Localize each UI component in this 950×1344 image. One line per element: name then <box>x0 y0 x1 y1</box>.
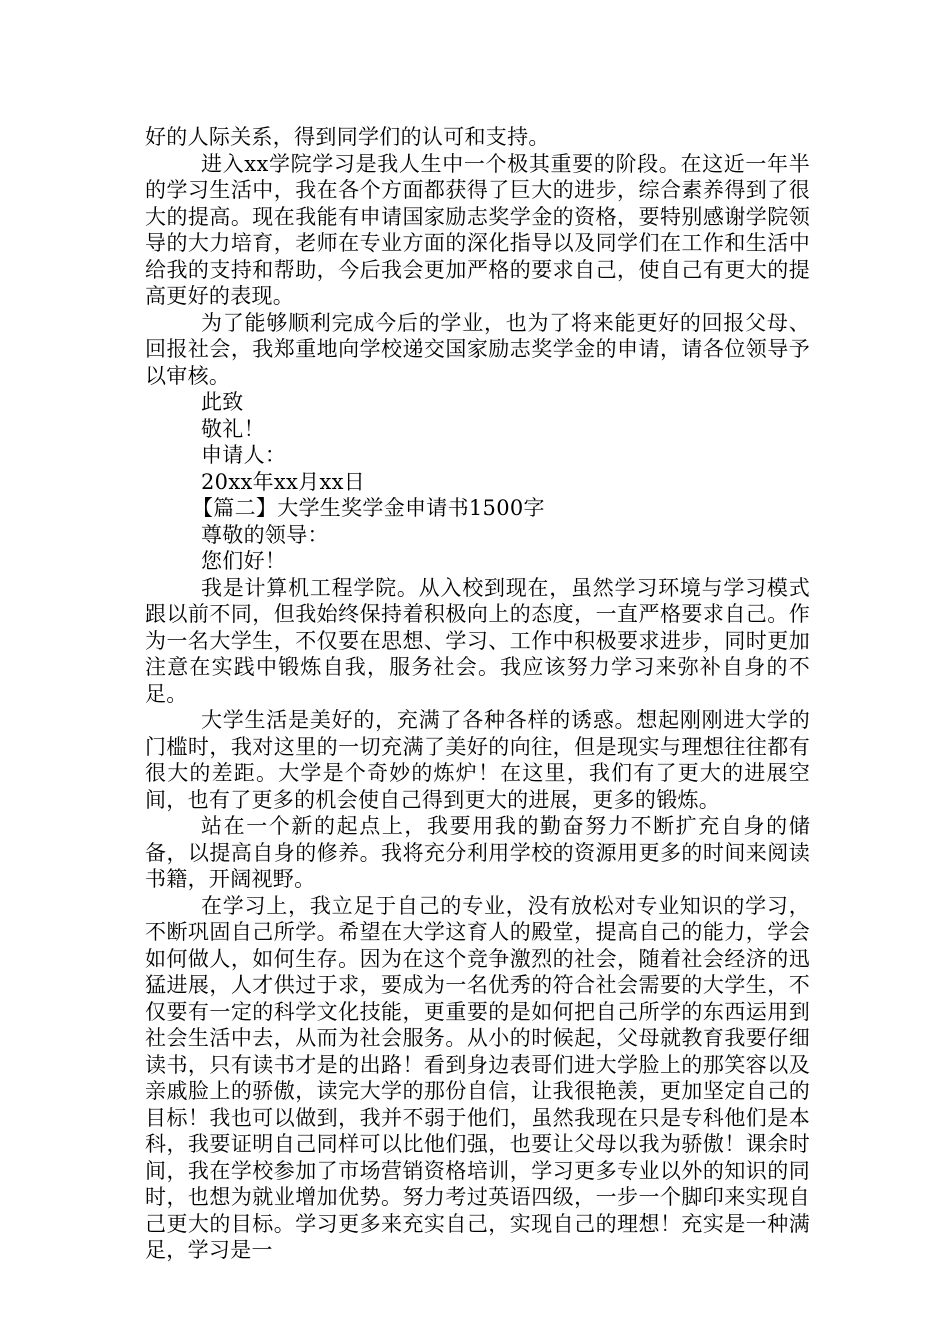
paragraph-self-intro: 我是计算机工程学院。从入校到现在，虽然学习环境与学习模式跟以前不同，但我始终保持着积极向上的态度，一直严格要求自己。作为一名大学生，不仅要在思想、学习、工作中积极要求进步，同时更加注意在实践中锻炼自我，服务社会。我应该努力学习来弥补自身的不足。 <box>145 575 810 706</box>
greeting-hello: 您们好！ <box>201 549 287 573</box>
greeting-addressee: 尊敬的领导： <box>201 522 329 547</box>
paragraph-continuation: 好的人际关系，得到同学们的认可和支持。 <box>145 125 550 149</box>
closing-respect: 敬礼！ <box>201 416 265 441</box>
applicant-label: 申请人： <box>201 443 287 467</box>
paragraph-new-start: 站在一个新的起点上，我要用我的勤奋努力不断扩充自身的储备，以提高自身的修养。我将充分利用学校的资源用更多的时间来阅读书籍，开阔视野。 <box>145 814 810 891</box>
date-line: 20xx年xx月xx日 <box>201 469 366 494</box>
paragraph-college-life: 大学生活是美好的，充满了各种各样的诱惑。想起刚刚进大学的门槛时，我对这里的一切充满了美好的向往，但是现实与理想往往都有很大的差距。大学是个奇妙的炼炉！在这里，我们有了更大的进展空间，也有了更多的机会使自己得到更大的进展，更多的锻炼。 <box>145 708 810 812</box>
section-heading: 【篇二】大学生奖学金申请书1500字 <box>192 496 545 520</box>
closing-salutation: 此致 <box>201 390 244 414</box>
document-body <box>145 124 810 1264</box>
paragraph-study: 在学习上，我立足于自己的专业，没有放松对专业知识的学习，不断巩固自己所学。希望在大学这育人的殿堂，提高自己的能力，学会如何做人，如何生存。因为在这个竞争激烈的社会，随着社会经济的迅猛进展，人才供过于求，要成为一名优秀的符合社会需要的大学生，不仅要有一定的科学文化技能，更重要的是如何把自己所学的东西运用到社会生活中去，从而为社会服务。从小的时候起，父母就教育我要仔细读书，只有读书才是的出路！看到身边表哥们进大学脸上的那笑容以及亲戚脸上的骄傲，读完大学的那份自信，让我很艳羡，更加坚定自己的目标！我也可以做到，我并不弱于他们，虽然我现在只是专科他们是本科，我要证明自己同样可以比他们强，也要让父母以我为骄傲！课余时间，我在学校参加了市场营销资格培训，学习更多专业以外的知识的同时，也想为就业增加优势。努力考过英语四级，一步一个脚印来实现自己更大的目标。学习更多来充实自己，实现自己的理想！充实是一种满足，学习是一 <box>145 893 810 1262</box>
paragraph-study-progress: 进入xx学院学习是我人生中一个极其重要的阶段。在这近一年半的学习生活中，我在各个方面都获得了巨大的进步，综合素养得到了很大的提高。现在我能有申请国家励志奖学金的资格，要特别感谢学院领导的大力培育，老师在专业方面的深化指导以及同学们在工作和生活中给我的支持和帮助，今后我会更加严格的要求自己，使自己有更大的提高更好的表现。 <box>145 151 810 308</box>
paragraph-application-request: 为了能够顺利完成今后的学业，也为了将来能更好的回报父母、回报社会，我郑重地向学校递交国家励志奖学金的申请，请各位领导予以审核。 <box>145 310 810 388</box>
